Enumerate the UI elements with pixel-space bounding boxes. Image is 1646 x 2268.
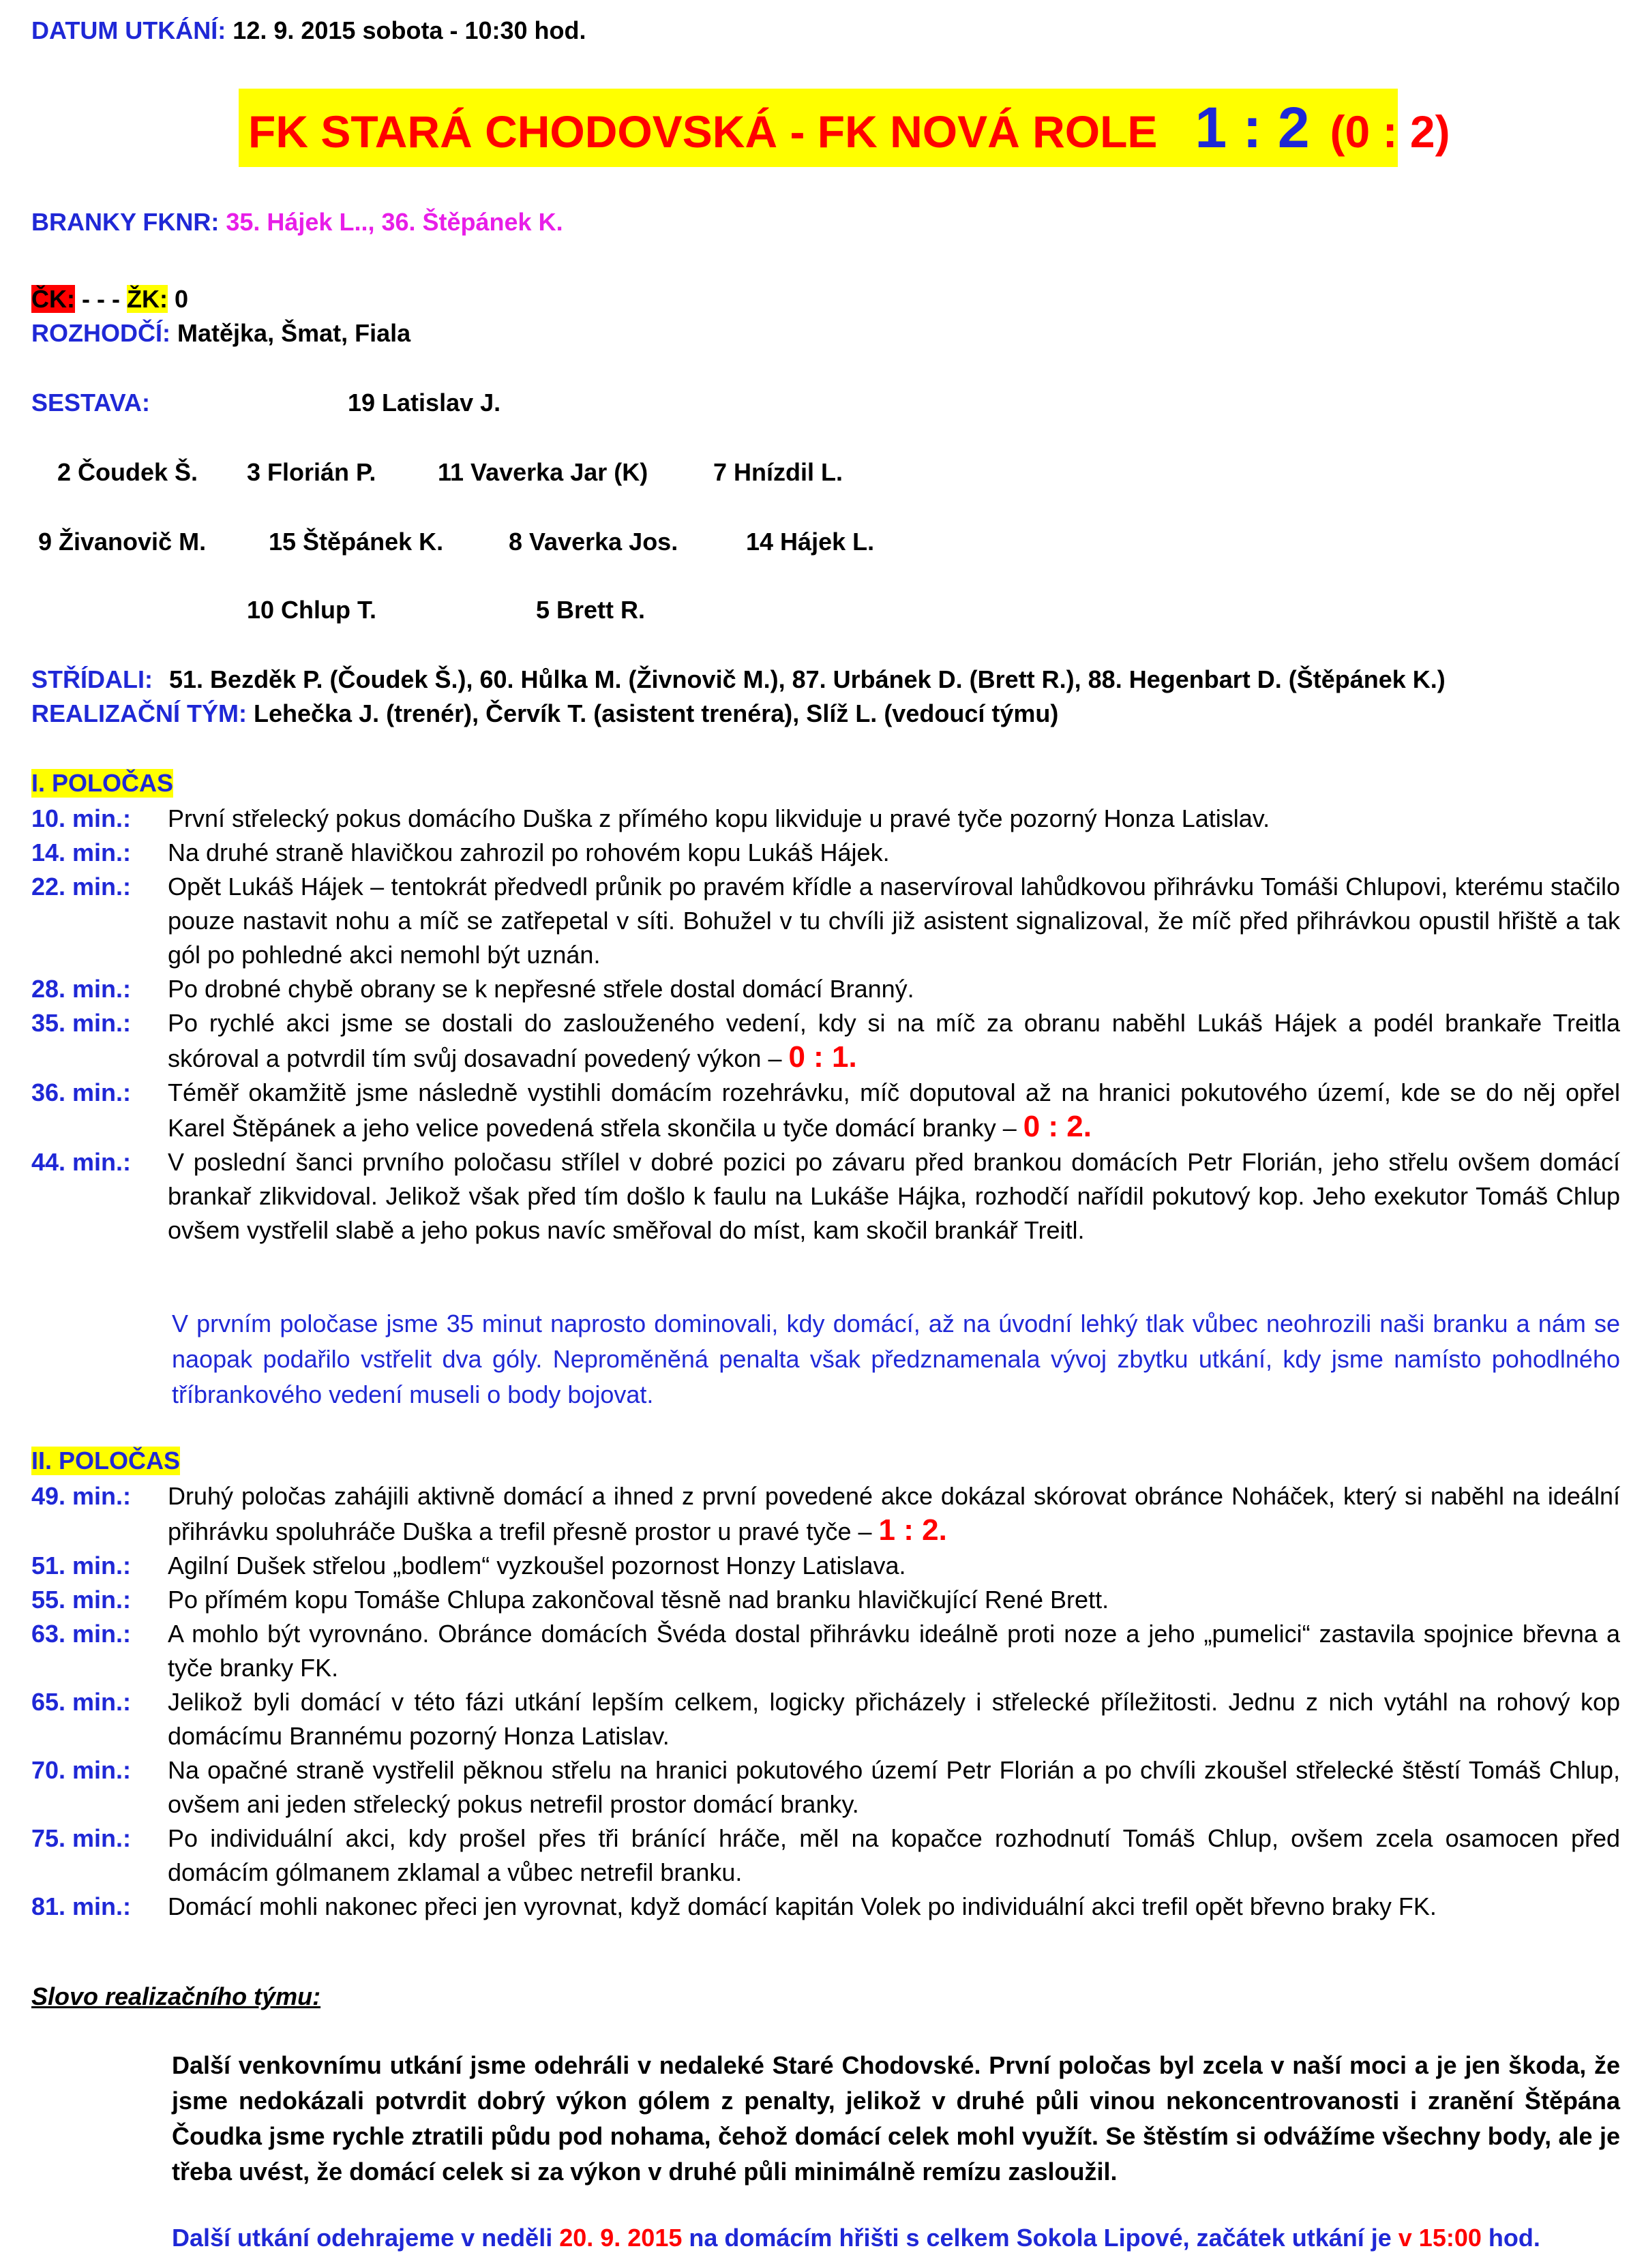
event-row <box>31 972 1620 1006</box>
lineup-label: SESTAVA: <box>31 389 151 417</box>
event-score: 0 : 2 <box>1023 1110 1083 1143</box>
lineup-player: 8 Vaverka Jos. <box>509 528 678 556</box>
second-half-events <box>31 1479 1620 1924</box>
event-text: Opět Lukáš Hájek – tentokrát předvedl průnik po pravém křídle a naservíroval lahůdkovou přihrávku Tomáši Chlupovi, kterému stačilo pouze nastavit nohu a míč se zatřepetal v síti. Bohužel v tu chvíli již asistent signalizoval, že míč před přihrávkou opustil hřiště a tak gól po pohledné akci nemohl být uznán. <box>168 873 1620 969</box>
goals-line <box>31 208 563 237</box>
event-minute: 10. min.: <box>31 804 132 832</box>
next-match-text-2: na domácím hřišti s celkem Sokola Lipové, začátek utkání je <box>682 2224 1398 2252</box>
event-text-body: Druhý poločas zahájili aktivně domácí a ihned z první povedené akce dokázal skórovat obránce Noháček, který si naběhl na ideální přihrávku spoluhráče Duška a trefil přesně prostor u pravé tyče – <box>168 1482 1620 1545</box>
first-half-heading: I. POLOČAS <box>31 769 174 797</box>
next-match-text-1: Další utkání odehrajeme v neděli <box>172 2224 560 2252</box>
event-row <box>31 1479 1620 1549</box>
event-minute: 65. min.: <box>31 1688 132 1716</box>
event-text: Po přímém kopu Tomáše Chlupa zakončoval těsně nad branku hlavičkující René Brett. <box>168 1586 1109 1614</box>
lineup-player: 14 Hájek L. <box>746 528 875 556</box>
substitutions-value: 51. Bezděk P. (Čoudek Š.), 60. Hůlka M. (Živnovič M.), 87. Urbánek D. (Brett R.), 88. Hegenbart D. (Štěpánek K.) <box>169 665 1446 693</box>
red-card-label: ČK: <box>31 285 75 313</box>
substitutions-line <box>31 665 1446 694</box>
goals-value: 35. Hájek L.., 36. Štěpánek K. <box>226 208 563 236</box>
event-minute: 51. min.: <box>31 1552 132 1579</box>
final-score: 1 : 2 <box>1195 95 1310 160</box>
lineup-player: 11 Vaverka Jar (K) <box>438 458 648 486</box>
first-half-events <box>31 802 1620 1248</box>
event-row <box>31 1583 1620 1617</box>
event-score-period: . <box>938 1513 947 1547</box>
lineup-player: 5 Brett R. <box>536 596 646 624</box>
event-text: A mohlo být vyrovnáno. Obránce domácích Švéda dostal přihrávku ideálně proti noze a jeho „pumelici“ zastavila spojnice břevna a tyče branky FK. <box>168 1620 1620 1682</box>
lineup-player: 9 Živanovič M. <box>38 528 207 556</box>
next-match-text-3: hod. <box>1481 2224 1540 2252</box>
event-minute: 44. min.: <box>31 1148 132 1176</box>
event-minute: 70. min.: <box>31 1756 132 1784</box>
substitutions-label: STŘÍDALI: <box>31 665 153 693</box>
team-word-heading: Slovo realizačního týmu: <box>31 1982 321 2010</box>
next-match-line <box>172 2224 1540 2252</box>
lineup-goalkeeper: 19 Latislav J. <box>348 389 501 417</box>
yellow-card-value: 0 <box>167 285 188 313</box>
yellow-card-label: ŽK: <box>126 285 168 313</box>
event-score-period: . <box>848 1040 857 1074</box>
event-text-body: Po rychlé akci jsme se dostali do zaslouženého vedení, kdy si na míč za obranu naběhl Lukáš Hájek a podél brankaře Treitla skóroval a potvrdil tím svůj dosavadní povedený výkon – <box>168 1009 1620 1072</box>
staff-line <box>31 699 1058 728</box>
event-row <box>31 1685 1620 1753</box>
event-score-period: . <box>1083 1110 1092 1143</box>
event-text: Na druhé straně hlavičkou zahrozil po rohovém kopu Lukáš Hájek. <box>168 838 890 866</box>
date-label: DATUM UTKÁNÍ: <box>31 16 226 44</box>
event-row <box>31 836 1620 870</box>
referees-label: ROZHODČÍ: <box>31 319 170 347</box>
event-text <box>168 1479 1620 1549</box>
event-row <box>31 802 1620 836</box>
referees-line <box>31 319 410 348</box>
event-row <box>31 1006 1620 1076</box>
event-minute: 81. min.: <box>31 1892 132 1920</box>
event-score: 1 : 2 <box>878 1513 939 1547</box>
next-match-date: 20. 9. 2015 <box>559 2224 683 2252</box>
event-minute: 49. min.: <box>31 1482 132 1510</box>
lineup-player: 2 Čoudek Š. <box>57 458 198 486</box>
event-row <box>31 1753 1620 1821</box>
event-row <box>31 1549 1620 1583</box>
event-row <box>31 1617 1620 1685</box>
event-minute: 63. min.: <box>31 1620 132 1648</box>
event-row <box>31 1076 1620 1145</box>
team-word-text: Další venkovnímu utkání jsme odehráli v nedaleké Staré Chodovské. První poločas byl zcela v naší moci a je jen škoda, že jsme nedokázali potvrdit dobrý výkon gólem z penalty, jelikož v druhé půli vinou nekoncentrovanosti i zranění Štěpána Čoudka jsme rychle ztratili půdu pod nohama, čehož domácí celek mohl využít. Se štěstím si odvážíme všechny body, ale je třeba uvést, že domácí celek si za výkon v druhé půli minimálně remízu zasloužil. <box>172 2051 1620 2186</box>
event-minute: 28. min.: <box>31 975 132 1003</box>
event-text: Domácí mohli nakonec přeci jen vyrovnat, když domácí kapitán Volek po individuální akci trefil opět břevno braky FK. <box>168 1892 1437 1920</box>
event-row <box>31 870 1620 972</box>
event-row <box>31 1145 1620 1248</box>
lineup-player: 3 Florián P. <box>247 458 376 486</box>
next-match-time: v 15:00 <box>1398 2224 1482 2252</box>
date-value: 12. 9. 2015 sobota - 10:30 hod. <box>233 16 586 44</box>
event-text <box>168 1006 1620 1076</box>
event-text-body: Téměř okamžitě jsme následně vystihli domácím rozehrávku, míč doputoval až na hranici pokutového území, kde se do něj opřel Karel Štěpánek a jeho velice povedená střela skončila u tyče domácí branky – <box>168 1078 1620 1142</box>
match-teams: FK STARÁ CHODOVSKÁ - FK NOVÁ ROLE <box>248 106 1158 157</box>
referees-value: Matějka, Šmat, Fiala <box>177 319 411 347</box>
first-half-summary: V prvním poločase jsme 35 minut naprosto dominovali, kdy domácí, až na úvodní lehký tlak vůbec neohrozili naši branku a nám se naopak podařilo vstřelit dva góly. Neproměněná penalta však předznamenala vývoj zbytku utkání, kdy jsme namísto pohodlného tříbrankového vedení museli o body bojovat. <box>172 1310 1620 1408</box>
event-minute: 35. min.: <box>31 1009 132 1037</box>
goals-label: BRANKY FKNR: <box>31 208 220 236</box>
event-text: Jelikož byli domácí v této fázi utkání lepším celkem, logicky přicházely i střelecké příležitosti. Jednu z nich vytáhl na rohový kop domácímu Brannému pozorný Honza Latislav. <box>168 1688 1620 1750</box>
event-text: Agilní Dušek střelou „bodlem“ vyzkoušel pozornost Honzy Latislava. <box>168 1552 906 1579</box>
event-text: První střelecký pokus domácího Duška z přímého kopu likviduje u pravé tyče pozorný Honza Latislav. <box>168 804 1270 832</box>
lineup-player: 10 Chlup T. <box>247 596 377 624</box>
event-minute: 55. min.: <box>31 1586 132 1614</box>
event-score: 0 : 1 <box>788 1040 849 1074</box>
event-row <box>31 1821 1620 1890</box>
event-minute: 75. min.: <box>31 1824 132 1852</box>
event-minute: 36. min.: <box>31 1078 132 1106</box>
event-minute: 14. min.: <box>31 838 132 866</box>
staff-value: Lehečka J. (trenér), Červík T. (asistent trenéra), Slíž L. (vedoucí týmu) <box>253 699 1059 727</box>
cards-line <box>31 285 188 314</box>
lineup-player: 7 Hnízdil L. <box>713 458 843 486</box>
event-text: Po individuální akci, kdy prošel přes tři bránící hráče, měl na kopačce rozhodnutí Tomáš Chlup, ovšem zcela osamocen před domácím gólmanem zklamal a vůbec netrefil branku. <box>168 1824 1620 1886</box>
event-text: Na opačné straně vystřelil pěknou střelu na hranici pokutového území Petr Florián a po chvíli zkoušel střelecké štěstí Tomáš Chlup, ovšem ani jeden střelecký pokus netrefil prostor domácí branky. <box>168 1756 1620 1818</box>
event-text: Po drobné chybě obrany se k nepřesné střele dostal domácí Branný. <box>168 975 914 1003</box>
match-date <box>31 16 586 45</box>
staff-label: REALIZAČNÍ TÝM: <box>31 699 247 727</box>
lineup-player: 15 Štěpánek K. <box>269 528 444 556</box>
event-text: V poslední šanci prvního poločasu střílel v dobré pozici po závaru před brankou domácích Petr Florián, jeho střelu ovšem domácí brankař zlikvidoval. Jelikož však před tím došlo k faulu na Lukáše Hájka, rozhodčí nařídil pokutový kop. Jeho exekutor Tomáš Chlup ovšem vystřelil slabě a jeho pokus navíc směřoval do míst, kam skočil brankář Treitl. <box>168 1148 1620 1244</box>
match-title-banner <box>239 89 1450 167</box>
event-row <box>31 1890 1620 1924</box>
red-card-value: - - - <box>74 285 127 313</box>
second-half-heading: II. POLOČAS <box>31 1447 181 1475</box>
event-minute: 22. min.: <box>31 873 132 901</box>
halftime-score: (0 : 2) <box>1330 106 1450 157</box>
event-text <box>168 1076 1620 1145</box>
